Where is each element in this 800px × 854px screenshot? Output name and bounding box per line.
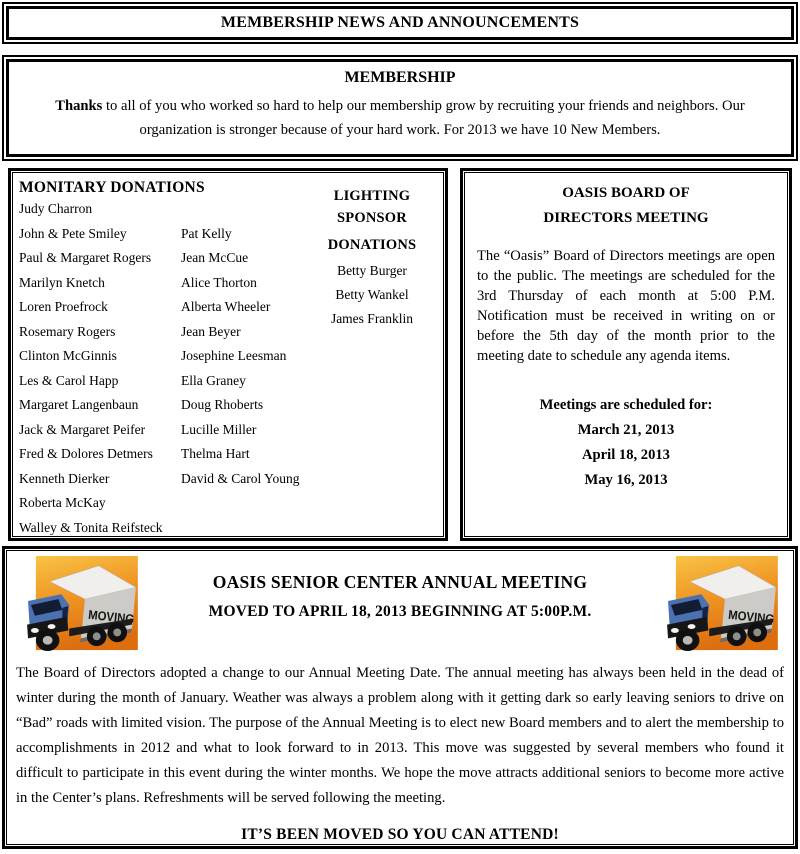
schedule-dates	[477, 418, 775, 493]
membership-box	[2, 55, 798, 161]
meeting-schedule	[477, 393, 775, 493]
donor-name: Thelma Hart	[181, 446, 250, 461]
donor-name: Jean Beyer	[181, 323, 241, 339]
donor-name: Walley & Tonita Reifsteck	[19, 519, 163, 535]
moving-truck-image	[656, 554, 784, 654]
board-meeting-box	[460, 168, 792, 541]
donor-name: Rosemary Rogers	[19, 323, 116, 339]
middle-row	[8, 168, 792, 541]
membership-lead-word: Thanks	[55, 98, 103, 114]
donor-columns	[19, 188, 437, 540]
meeting-date: May 16, 2013	[584, 472, 668, 488]
donor-name: Alice Thorton	[181, 274, 257, 290]
lighting-sponsor-names	[307, 259, 437, 331]
donor-name: Loren Proefrock	[19, 299, 108, 314]
donor-column-1	[19, 197, 181, 540]
donor-name: Doug Rhoberts	[181, 397, 264, 412]
membership-body-text: to all of you who worked so hard to help our membership grow by recruiting your friends and neighbors. Our organization is stronger because of your hard work. For 2013 we have 10 New Members.	[102, 98, 745, 138]
donor-name: Fred & Dolores Detmers	[19, 446, 153, 461]
donor-name: Ella Graney	[181, 372, 246, 388]
annual-meeting-subtitle: MOVED TO APRIL 18, 2013 BEGINNING AT 5:00P.M.	[208, 603, 592, 620]
lighting-title-line1: LIGHTING	[333, 188, 411, 204]
moving-label: MOVING	[87, 606, 141, 628]
membership-title: MEMBERSHIP	[344, 69, 456, 86]
donor-name: James Franklin	[330, 311, 414, 326]
donor-name: Kenneth Dierker	[19, 470, 110, 486]
page-title: MEMBERSHIP NEWS AND ANNOUNCEMENTS	[220, 14, 580, 31]
donor-name: Jean McCue	[181, 250, 249, 265]
donor-name: Marilyn Knetch	[19, 274, 105, 290]
donor-column-2	[181, 197, 307, 540]
donor-name: Les & Carol Happ	[19, 372, 119, 388]
monetary-donations-box	[8, 168, 448, 541]
donor-name: Margaret Langenbaun	[19, 397, 139, 412]
annual-meeting-paragraph: The Board of Directors adopted a change to our Annual Meeting Date. The annual meeting has always been held in the dead of winter during the month of January. Weather was always a problem along with it getting dark so early leaving seniors to drive on “Bad” roads with limited vision. The purpose of the Annual Meeting is to elect new Board members and to alert the membership to accomplishments in 2012 and what to look forward to in 2013. This move was suggested by several members who found it difficult to participate in this event during the winter months. We hope the move attracts additional seniors to become more active in the Center’s plans. Refreshments will be served following the meeting.	[16, 665, 784, 806]
annual-meeting-title: OASIS SENIOR CENTER ANNUAL MEETING	[212, 572, 588, 592]
schedule-heading: Meetings are scheduled for:	[539, 397, 713, 413]
donor-name: John & Pete Smiley	[19, 225, 127, 241]
donor-name: Betty Wankel	[335, 287, 409, 302]
lighting-sponsor-section	[307, 177, 437, 540]
board-title-line1: OASIS BOARD OF	[562, 185, 690, 201]
board-title-line2: DIRECTORS MEETING	[543, 210, 709, 226]
annual-meeting-titles	[144, 554, 656, 621]
annual-meeting-closing: IT’S BEEN MOVED SO YOU CAN ATTEND!	[241, 826, 559, 843]
board-meeting-paragraph: The “Oasis” Board of Directors meetings are open to the public. The meetings are scheduled for the 3rd Thursday of each month at 5:00 P.M. Notification must be received in writing on or before the 5th day of the month prior to the meeting date to schedule any agenda items.	[477, 248, 775, 364]
donor-name: Pat Kelly	[181, 225, 232, 241]
donor-name: Jack & Margaret Peifer	[19, 421, 146, 437]
donor-name: Josephine Leesman	[181, 348, 287, 363]
meeting-date: March 21, 2013	[577, 422, 675, 438]
donor-name: Paul & Margaret Rogers	[19, 250, 152, 265]
donor-name: David & Carol Young	[181, 470, 300, 486]
donor-name: Judy Charron	[19, 201, 93, 216]
monetary-donations-title: MONITARY DONATIONS	[19, 179, 205, 196]
donor-name: Lucille Miller	[181, 421, 257, 437]
meeting-date: April 18, 2013	[582, 447, 670, 463]
annual-meeting-box	[2, 546, 798, 849]
header-box	[2, 2, 798, 44]
donor-name: Roberta McKay	[19, 495, 106, 510]
donor-name: Clinton McGinnis	[19, 348, 117, 363]
lighting-title-line3: DONATIONS	[327, 237, 417, 253]
donor-name: Alberta Wheeler	[181, 299, 271, 314]
membership-paragraph	[21, 94, 779, 142]
annual-meeting-header	[16, 554, 784, 654]
moving-label: MOVING	[727, 606, 781, 628]
lighting-title-line2: SPONSOR	[337, 210, 407, 226]
moving-truck-image	[16, 554, 144, 654]
board-meeting-title	[477, 181, 775, 231]
donor-name: Betty Burger	[337, 263, 407, 278]
